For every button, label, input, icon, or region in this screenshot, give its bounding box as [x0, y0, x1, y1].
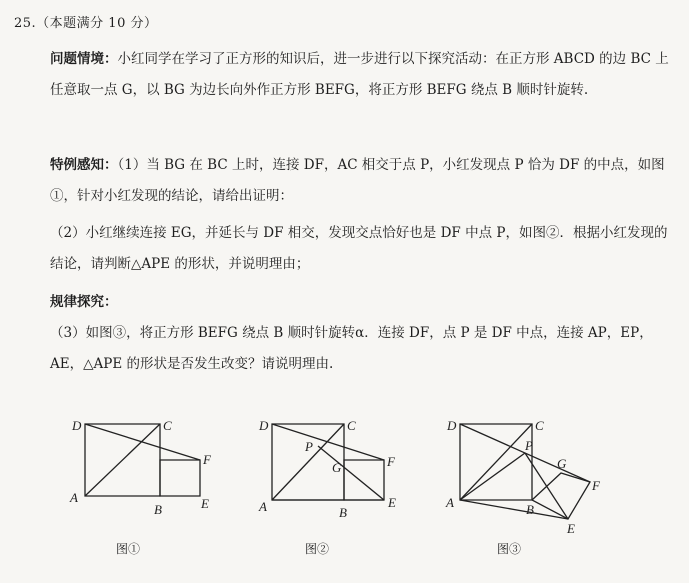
fig3-label-d: D [447, 418, 457, 433]
fig3-square-befg [532, 473, 590, 519]
fig1-line-ac [85, 424, 160, 496]
fig1-square-befg [160, 460, 200, 496]
fig2-line-ep [318, 446, 384, 500]
fig3-line-ae [460, 500, 568, 519]
caption-figure-1: 图① [116, 542, 141, 556]
caption-figure-2: 图② [305, 542, 330, 556]
fig2-label-p: P [305, 439, 313, 454]
fig3-label-b: B [526, 502, 534, 517]
fig3-label-a: A [446, 495, 454, 510]
text-question-3: （3）如图③，将正方形 BEFG 绕点 B 顺时针旋转α．连接 DF，点 P 是 DF 中点，连接 AP，EP，AE，△APE 的形状是否发生改变？请说明理由. [50, 325, 653, 372]
fig3-line-ap [460, 453, 525, 500]
figure-2 [272, 424, 384, 500]
fig2-label-a: A [259, 499, 267, 514]
fig3-label-f: F [592, 478, 600, 493]
text-question-1: （1）当 BG 在 BC 上时，连接 DF，AC 相交于点 P，小红发现点 P 恰为 DF 的中点，如图①，针对小红发现的结论，请给出证明： [50, 157, 665, 204]
fig2-label-c: C [347, 418, 356, 433]
fig1-label-a: A [70, 490, 78, 505]
fig2-square-befg [344, 460, 384, 500]
fig2-label-e: E [388, 495, 396, 510]
fig1-label-c: C [163, 418, 172, 433]
fig2-label-g: G [332, 460, 342, 475]
fig1-label-b: B [154, 502, 162, 517]
paragraph-context [50, 44, 671, 106]
fig1-label-f: F [203, 452, 211, 467]
lead-context: 问题情境： [50, 51, 118, 67]
figures-canvas [0, 400, 689, 583]
paragraph-question-3 [50, 318, 671, 380]
text-context: 小红同学在学习了正方形的知识后，进一步进行以下探究活动：在正方形 ABCD 的边 BC 上任意取一点 G，以 BG 为边长向外作正方形 BEFG，将正方形 BEFG 绕点 B 顺时针旋转. [50, 51, 669, 98]
fig3-label-e: E [567, 521, 575, 536]
figure-1 [85, 424, 200, 496]
lead-rule-exploration: 规律探究： [50, 294, 118, 310]
problem-number: 25.（本题满分 10 分） [14, 16, 158, 31]
fig3-label-g: G [557, 456, 567, 471]
paragraph-question-2 [50, 218, 671, 280]
paragraph-rule [50, 287, 671, 318]
fig3-label-c: C [535, 418, 544, 433]
fig2-label-b: B [339, 505, 347, 520]
caption-figure-3: 图③ [497, 542, 522, 556]
text-question-2: （2）小红继续连接 EG，并延长与 DF 相交，发现交点恰好也是 DF 中点 P，如图②．根据小红发现的结论，请判断△APE 的形状，并说明理由； [50, 225, 668, 272]
fig2-label-d: D [259, 418, 269, 433]
fig3-line-ac [460, 424, 532, 500]
fig2-label-f: F [387, 454, 395, 469]
paragraph-special-case [50, 150, 671, 212]
fig1-label-e: E [201, 496, 209, 511]
fig1-line-df [85, 424, 200, 460]
lead-special-case: 特例感知： [50, 157, 118, 173]
fig3-label-p: P [525, 438, 533, 453]
fig1-label-d: D [72, 418, 82, 433]
